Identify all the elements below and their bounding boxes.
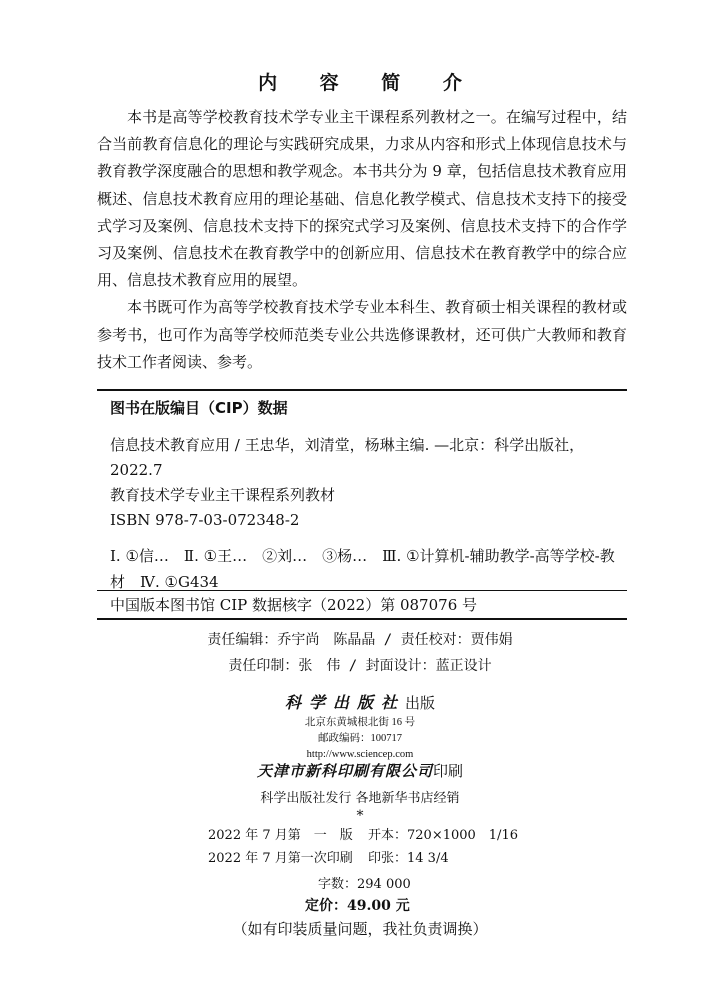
- page-title: 内 容 简 介: [258, 72, 480, 94]
- cip-heading: 图书在版编目（CIP）数据: [110, 399, 288, 417]
- book-format: 开本：720×1000 1/16: [368, 828, 518, 843]
- cip-bottom-divider: [97, 618, 627, 620]
- edition-row-2: [208, 850, 449, 868]
- cip-isbn: ISBN 978-7-03-072348-2: [110, 511, 300, 529]
- printer-line: [0, 760, 720, 781]
- intro-section: [97, 104, 627, 376]
- editor-credits: 责任编辑：乔宇尚 陈晶晶 / 责任校对：贾伟娟: [207, 632, 513, 648]
- publisher-line: [0, 690, 720, 713]
- publisher-name: 科学出版社: [284, 693, 405, 712]
- publisher-url: http://www.sciencep.com: [306, 749, 414, 760]
- quality-notice: （如有印装质量问题，我社负责调换）: [232, 920, 488, 938]
- word-count: 字数：294 000: [318, 877, 411, 892]
- cip-classification: Ⅰ. ①信… Ⅱ. ①王… ②刘… ③杨… Ⅲ. ①计算机-辅助教学-高等学校-教材 Ⅳ. ①G434: [110, 547, 615, 591]
- separator-star: *: [356, 808, 364, 824]
- cip-middle-divider: [97, 590, 627, 591]
- production-credits: 责任印制：张 伟 / 封面设计：蓝正设计: [228, 658, 492, 674]
- printer-name: 天津市新科印刷有限公司: [256, 762, 433, 780]
- cip-entry: 信息技术教育应用 / 王忠华，刘清堂，杨琳主编. —北京：科学出版社，2022.7: [110, 436, 585, 479]
- publisher-address: 北京东黄城根北街 16 号: [304, 717, 416, 728]
- printed-sheets: 印张：14 3/4: [368, 851, 449, 866]
- publisher-suffix: 出版: [405, 694, 436, 712]
- first-edition: 2022 年 7 月第 一 版: [208, 828, 353, 843]
- book-price: 定价：49.00 元: [305, 898, 410, 914]
- cip-series: 教育技术学专业主干课程系列教材: [110, 486, 336, 504]
- printer-suffix: 印刷: [433, 762, 464, 780]
- cip-data-block: [110, 397, 620, 595]
- edition-row-1: [208, 827, 518, 845]
- intro-paragraph-2: 本书既可作为高等学校教育技术学专业本科生、教育硕士相关课程的教材或参考书，也可作为高等学校师范类专业公共选修课教材，还可供广大教师和教育技术工作者阅读、参考。: [97, 298, 627, 371]
- first-printing: 2022 年 7 月第一次印刷: [208, 851, 353, 866]
- distribution-info: 科学出版社发行 各地新华书店经销: [260, 791, 460, 806]
- cip-top-divider: [97, 389, 627, 391]
- cip-verify-number: 中国版本图书馆 CIP 数据核字（2022）第 087076 号: [110, 596, 478, 614]
- intro-paragraph-1: 本书是高等学校教育技术学专业主干课程系列教材之一。在编写过程中，结合当前教育信息化的理论与实践研究成果，力求从内容和形式上体现信息技术与教育教学深度融合的思想和教学观念。本书共分为 9 章，包括信息技术教育应用概述、信息技术教育应用的理论基础、信息化教学模式、信息技术支持下的接受式学习及案例、信息技术支持下的探究式学习及案例、信息技术支持下的合作学习及案例、信息技术在教育教学中的创新应用、信息技术在教育教学中的综合应用、信息技术教育应用的展望。: [97, 108, 627, 290]
- publisher-postcode: 邮政编码：100717: [318, 733, 402, 744]
